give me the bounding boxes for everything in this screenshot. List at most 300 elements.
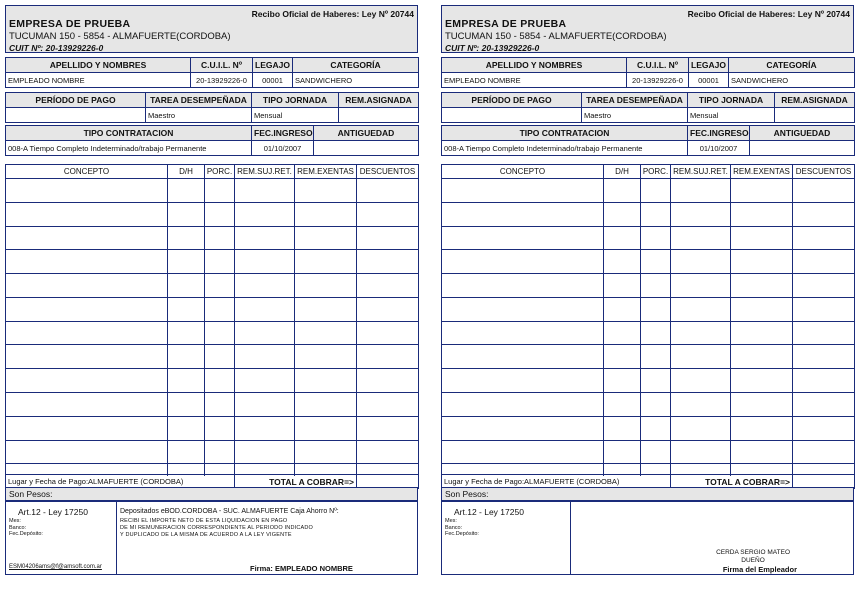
employee-name: EMPLEADO NOMBRE: [442, 73, 627, 88]
header-cuil: C.U.I.L. Nº: [627, 58, 689, 73]
concept-cell: [295, 416, 357, 428]
concept-cell: [793, 226, 855, 238]
concept-cell: [357, 381, 419, 393]
concept-cell: [442, 238, 604, 250]
concept-cell: [671, 286, 731, 298]
company-name: EMPRESA DE PRUEBA: [9, 18, 131, 30]
concept-cell: [671, 357, 731, 369]
concept-cell: [357, 393, 419, 405]
concept-cell: [671, 381, 731, 393]
concept-cell: [6, 274, 168, 286]
concept-cell: [168, 309, 205, 321]
header-periodo: PERÍODO DE PAGO: [6, 93, 146, 108]
concept-cell: [6, 369, 168, 381]
concept-cell: [731, 345, 793, 357]
concept-cell: [168, 250, 205, 262]
concept-cell: [168, 190, 205, 202]
concept-cell: [235, 440, 295, 452]
recibo-title: Recibo Oficial de Haberes: Ley Nº 20744: [687, 9, 850, 19]
concept-cell: [793, 357, 855, 369]
lugar-fecha: Lugar y Fecha de Pago:ALMAFUERTE (CORDOBA): [442, 475, 671, 489]
concept-cell: [731, 416, 793, 428]
concept-cell: [205, 202, 235, 214]
employee-table: [441, 57, 855, 88]
header-tarea: TAREA DESEMPEÑADA: [582, 93, 688, 108]
concept-cell: [442, 262, 604, 274]
concept-row: [6, 286, 419, 298]
mes-label: Mes:: [9, 518, 21, 524]
concept-row: [442, 345, 855, 357]
concept-cell: [357, 428, 419, 440]
concept-cell: [442, 345, 604, 357]
concept-cell: [205, 214, 235, 226]
concept-cell: [604, 428, 641, 440]
concept-cell: [641, 214, 671, 226]
concept-cell: [235, 262, 295, 274]
firma-empleado: Firma: EMPLEADO NOMBRE: [250, 564, 353, 573]
concept-cell: [442, 369, 604, 381]
concept-row: [442, 262, 855, 274]
concept-cell: [357, 345, 419, 357]
concept-row: [442, 381, 855, 393]
concept-row: [442, 226, 855, 238]
company-cuit: CUIT Nº: 20-13929226-0: [9, 43, 104, 53]
concept-cell: [6, 179, 168, 191]
header-concepto: CONCEPTO: [442, 165, 604, 179]
concept-cell: [604, 274, 641, 286]
concept-cell: [793, 274, 855, 286]
concept-cell: [671, 452, 731, 464]
art-ley: Art.12 - Ley 17250: [18, 507, 88, 517]
concept-cell: [731, 190, 793, 202]
concept-row: [442, 202, 855, 214]
concept-cell: [641, 357, 671, 369]
concept-cell: [357, 274, 419, 286]
concept-cell: [671, 190, 731, 202]
concept-cell: [671, 179, 731, 191]
header-ingreso: FEC.INGRESO: [252, 126, 314, 141]
concept-cell: [731, 179, 793, 191]
art-ley: Art.12 - Ley 17250: [454, 507, 524, 517]
concept-cell: [235, 250, 295, 262]
concept-cell: [295, 440, 357, 452]
concept-cell: [295, 381, 357, 393]
concept-cell: [442, 286, 604, 298]
concept-cell: [168, 381, 205, 393]
concept-cell: [793, 238, 855, 250]
concept-cell: [442, 416, 604, 428]
concept-cell: [205, 262, 235, 274]
concept-cell: [205, 309, 235, 321]
employee-legajo: 00001: [689, 73, 729, 88]
concept-cell: [295, 202, 357, 214]
company-address: TUCUMAN 150 - 5854 - ALMAFUERTE(CORDOBA): [9, 31, 231, 42]
concept-cell: [604, 202, 641, 214]
concept-row: [442, 190, 855, 202]
depositado-text: Depositados eBOD.CORDOBA - SUC. ALMAFUERTE Caja Ahorro Nº:: [120, 508, 339, 515]
concept-cell: [205, 404, 235, 416]
total-label: TOTAL A COBRAR=>: [235, 475, 357, 489]
header-tarea: TAREA DESEMPEÑADA: [146, 93, 252, 108]
concept-cell: [641, 381, 671, 393]
concept-row: [442, 297, 855, 309]
concept-cell: [235, 357, 295, 369]
concept-cell: [671, 226, 731, 238]
concept-cell: [604, 345, 641, 357]
concept-cell: [235, 190, 295, 202]
concept-cell: [6, 262, 168, 274]
concept-cell: [357, 286, 419, 298]
concept-cell: [671, 309, 731, 321]
recibi-line-1: RECIBI EL IMPORTE NETO DE ESTA LIQUIDACION EN PAGO: [120, 518, 288, 524]
header-dh: D/H: [168, 165, 205, 179]
header-categoria: CATEGORÍA: [729, 58, 855, 73]
concept-cell: [442, 333, 604, 345]
concept-row: [442, 179, 855, 191]
concept-cell: [295, 333, 357, 345]
periodo-value: [442, 108, 582, 123]
concept-cell: [357, 238, 419, 250]
recibo-title: Recibo Oficial de Haberes: Ley Nº 20744: [251, 9, 414, 19]
concept-row: [442, 321, 855, 333]
concept-cell: [357, 226, 419, 238]
employee-name: EMPLEADO NOMBRE: [6, 73, 191, 88]
header-categoria: CATEGORÍA: [293, 58, 419, 73]
concept-row: [6, 333, 419, 345]
concept-cell: [168, 274, 205, 286]
concept-cell: [641, 369, 671, 381]
concept-cell: [6, 333, 168, 345]
concept-cell: [6, 309, 168, 321]
concept-cell: [168, 345, 205, 357]
concept-cell: [641, 416, 671, 428]
concept-cell: [6, 452, 168, 464]
concept-cell: [6, 238, 168, 250]
concept-cell: [604, 404, 641, 416]
concept-cell: [205, 238, 235, 250]
concept-cell: [731, 214, 793, 226]
concept-cell: [295, 226, 357, 238]
concept-cell: [205, 440, 235, 452]
total-label: TOTAL A COBRAR=>: [671, 475, 793, 489]
concept-row: [442, 250, 855, 262]
concept-cell: [168, 286, 205, 298]
concept-cell: [357, 297, 419, 309]
concept-cell: [641, 333, 671, 345]
mes-label: Mes:: [445, 518, 457, 524]
concept-cell: [235, 179, 295, 191]
concept-cell: [205, 321, 235, 333]
concept-cell: [793, 179, 855, 191]
header-desc: DESCUENTOS: [793, 165, 855, 179]
concept-cell: [168, 357, 205, 369]
concept-cell: [295, 309, 357, 321]
concept-cell: [357, 369, 419, 381]
concept-cell: [641, 202, 671, 214]
concept-cell: [793, 202, 855, 214]
concept-row: [6, 297, 419, 309]
concept-row: [6, 202, 419, 214]
lugar-fecha: Lugar y Fecha de Pago:ALMAFUERTE (CORDOBA): [6, 475, 235, 489]
concept-cell: [6, 381, 168, 393]
concept-cell: [205, 226, 235, 238]
employee-categoria: SANDWICHERO: [293, 73, 419, 88]
concept-row: [442, 238, 855, 250]
employer-name-block: [716, 549, 790, 565]
concept-cell: [604, 190, 641, 202]
header-ingreso: FEC.INGRESO: [688, 126, 750, 141]
concept-cell: [731, 404, 793, 416]
concept-row: [442, 369, 855, 381]
recibi-line-3: Y DUPLICADO DE LA MISMA DE ACUERDO A LA LEY VIGENTE: [120, 531, 292, 538]
concept-cell: [604, 381, 641, 393]
concept-cell: [235, 369, 295, 381]
concept-cell: [235, 333, 295, 345]
concept-cell: [442, 357, 604, 369]
concept-cell: [6, 321, 168, 333]
firma-empleador: Firma del Empleador: [722, 565, 797, 574]
concept-cell: [235, 345, 295, 357]
concept-cell: [6, 428, 168, 440]
concept-cell: [604, 369, 641, 381]
concept-row: [442, 416, 855, 428]
concept-cell: [671, 393, 731, 405]
concept-row: [442, 309, 855, 321]
concept-cell: [604, 250, 641, 262]
concept-cell: [641, 428, 671, 440]
concept-cell: [641, 274, 671, 286]
concept-cell: [793, 369, 855, 381]
receipt-header: [441, 5, 854, 53]
tipo-value: 008-A Tiempo Completo Indeterminado/trabajo Permanente: [6, 141, 252, 156]
ingreso-value: 01/10/2007: [688, 141, 750, 156]
concept-cell: [604, 333, 641, 345]
rem-value: [339, 108, 419, 123]
concept-row: [6, 226, 419, 238]
concept-cell: [357, 309, 419, 321]
jornada-value: Mensual: [688, 108, 775, 123]
concept-cell: [604, 440, 641, 452]
signature-area: [5, 501, 418, 575]
concept-cell: [731, 262, 793, 274]
employee-table: [5, 57, 419, 88]
concept-cell: [604, 357, 641, 369]
concept-cell: [793, 190, 855, 202]
concept-cell: [295, 345, 357, 357]
concept-cell: [357, 202, 419, 214]
concept-cell: [793, 262, 855, 274]
concept-cell: [295, 321, 357, 333]
concept-cell: [295, 428, 357, 440]
concept-row: [6, 250, 419, 262]
concept-cell: [731, 250, 793, 262]
concept-cell: [731, 333, 793, 345]
concept-cell: [168, 452, 205, 464]
concept-cell: [641, 238, 671, 250]
tarea-value: Maestro: [582, 108, 688, 123]
concept-cell: [235, 393, 295, 405]
concept-row: [6, 274, 419, 286]
concept-cell: [168, 440, 205, 452]
concept-cell: [235, 321, 295, 333]
concept-cell: [205, 274, 235, 286]
concept-cell: [205, 179, 235, 191]
concept-row: [6, 345, 419, 357]
concept-row: [442, 214, 855, 226]
concept-cell: [357, 179, 419, 191]
son-pesos: Son Pesos:: [5, 487, 418, 501]
header-porc: PORC.: [641, 165, 671, 179]
concept-cell: [671, 274, 731, 286]
concept-row: [6, 452, 419, 464]
concept-cell: [168, 226, 205, 238]
employee-cuil: 20-13929226-0: [627, 73, 689, 88]
concept-cell: [295, 250, 357, 262]
concept-cell: [357, 321, 419, 333]
son-pesos: Son Pesos:: [441, 487, 854, 501]
concept-cell: [641, 321, 671, 333]
concept-cell: [793, 381, 855, 393]
company-name: EMPRESA DE PRUEBA: [445, 18, 567, 30]
concept-cell: [604, 262, 641, 274]
employee-cuil: 20-13929226-0: [191, 73, 253, 88]
concept-cell: [168, 262, 205, 274]
concept-cell: [793, 404, 855, 416]
receipt-employer-copy: [441, 5, 854, 575]
fec-deposito-label: Fec.Depósito:: [9, 531, 43, 537]
jornada-value: Mensual: [252, 108, 339, 123]
header-nombre: APELLIDO Y NOMBRES: [6, 58, 191, 73]
concept-row: [6, 214, 419, 226]
concept-cell: [205, 357, 235, 369]
concept-cell: [604, 226, 641, 238]
concept-cell: [168, 202, 205, 214]
concept-cell: [235, 214, 295, 226]
concept-cell: [442, 226, 604, 238]
concept-cell: [793, 321, 855, 333]
concept-cell: [731, 297, 793, 309]
header-desc: DESCUENTOS: [357, 165, 419, 179]
concept-cell: [168, 297, 205, 309]
employer-role: DUEÑO: [741, 557, 765, 564]
concept-cell: [793, 345, 855, 357]
concept-cell: [671, 297, 731, 309]
concept-row: [6, 416, 419, 428]
concept-cell: [6, 345, 168, 357]
concept-cell: [793, 452, 855, 464]
concept-cell: [442, 381, 604, 393]
concept-cell: [357, 357, 419, 369]
concept-cell: [6, 357, 168, 369]
concept-cell: [295, 286, 357, 298]
job-table: [5, 92, 419, 123]
concept-cell: [442, 202, 604, 214]
concept-cell: [671, 333, 731, 345]
concept-cell: [205, 452, 235, 464]
email-text: ESM04206ams@f@amsoft.com.ar: [9, 564, 102, 570]
concept-cell: [731, 321, 793, 333]
concept-cell: [793, 286, 855, 298]
concept-cell: [235, 309, 295, 321]
concept-cell: [235, 202, 295, 214]
concept-row: [6, 238, 419, 250]
concept-cell: [442, 179, 604, 191]
concept-cell: [357, 404, 419, 416]
header-remsuj: REM.SUJ.RET.: [235, 165, 295, 179]
concept-cell: [671, 250, 731, 262]
concept-cell: [295, 274, 357, 286]
concept-cell: [235, 404, 295, 416]
concept-cell: [205, 333, 235, 345]
concept-cell: [731, 309, 793, 321]
banco-label: Banco:: [9, 524, 27, 531]
concept-cell: [442, 309, 604, 321]
concept-cell: [604, 393, 641, 405]
concept-cell: [442, 428, 604, 440]
concept-cell: [357, 452, 419, 464]
concept-cell: [731, 381, 793, 393]
concept-row: [6, 428, 419, 440]
concept-cell: [641, 190, 671, 202]
concept-cell: [295, 238, 357, 250]
concept-cell: [168, 428, 205, 440]
concept-cell: [604, 179, 641, 191]
concept-cell: [671, 440, 731, 452]
concept-cell: [731, 393, 793, 405]
concept-cell: [641, 393, 671, 405]
concept-cell: [168, 179, 205, 191]
concept-cell: [604, 238, 641, 250]
concept-cell: [6, 190, 168, 202]
concept-cell: [442, 297, 604, 309]
concept-cell: [168, 404, 205, 416]
concept-cell: [205, 428, 235, 440]
concept-cell: [641, 226, 671, 238]
signature-area: [441, 501, 854, 575]
concept-row: [6, 321, 419, 333]
concept-cell: [295, 179, 357, 191]
concept-row: [6, 381, 419, 393]
concept-cell: [671, 416, 731, 428]
concept-cell: [442, 214, 604, 226]
concept-cell: [793, 309, 855, 321]
concept-cell: [731, 369, 793, 381]
concept-row: [6, 190, 419, 202]
concept-cell: [205, 286, 235, 298]
concept-cell: [604, 214, 641, 226]
deposit-info: [6, 502, 117, 574]
concept-cell: [442, 321, 604, 333]
fec-deposito-label: Fec.Depósito:: [445, 531, 479, 537]
concept-cell: [6, 226, 168, 238]
employee-categoria: SANDWICHERO: [729, 73, 855, 88]
concept-cell: [357, 262, 419, 274]
concept-cell: [235, 452, 295, 464]
concept-cell: [235, 274, 295, 286]
concept-cell: [6, 393, 168, 405]
concept-cell: [168, 393, 205, 405]
concept-row: [442, 440, 855, 452]
concept-cell: [205, 416, 235, 428]
tipo-value: 008-A Tiempo Completo Indeterminado/trabajo Permanente: [442, 141, 688, 156]
concept-cell: [205, 250, 235, 262]
concept-cell: [793, 440, 855, 452]
concept-cell: [793, 214, 855, 226]
concept-row: [442, 274, 855, 286]
concept-cell: [793, 250, 855, 262]
concept-cell: [641, 179, 671, 191]
header-antig: ANTIGUEDAD: [750, 126, 855, 141]
